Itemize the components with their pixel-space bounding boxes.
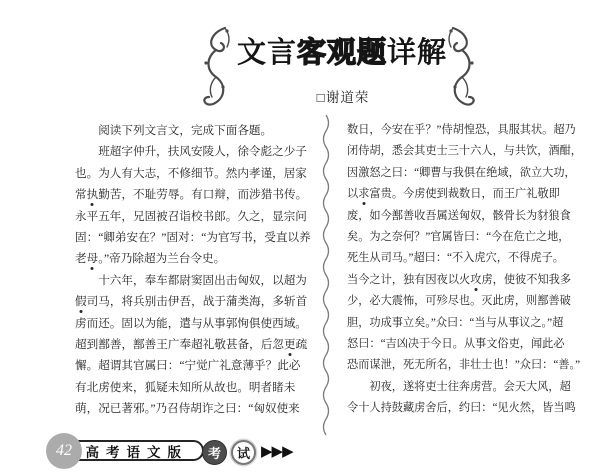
text-line: 虏而还。固以为能，遣与从事郭恂俱使西域。 xyxy=(75,316,307,330)
text-column-right xyxy=(347,120,585,419)
emphasized-char: 求 xyxy=(358,188,370,201)
text-line: 萌，况已著邪。”乃召侍胡诈之曰：“匈奴使来 xyxy=(75,402,300,416)
text-line: 班超字仲升，扶风安陵人，徐令彪之少子 xyxy=(75,145,307,159)
page-title xyxy=(237,30,447,71)
text-line: 常执勤苦，不耻劳辱。有口辩，而涉猎书传。 xyxy=(75,188,308,202)
text-line: 废，如今鄯善收吾属送匈奴，骸骨长为豺狼食 xyxy=(347,209,571,222)
text-line: 闭侍胡，悉会其吏士三十六人，与共饮，酒酣， xyxy=(347,145,582,158)
text-line: 初夜，遂将吏士往奔虏营。会天大风，超 xyxy=(347,380,571,393)
wavy-column-divider xyxy=(320,115,332,437)
text-line: 恐而谋泄，死无所名，非壮士也！”众曰：“善。” xyxy=(347,359,581,372)
brand-text: 高考语文版 xyxy=(85,444,188,460)
title-text-outlined: 客观题 xyxy=(297,37,388,69)
text-line: 因激怒之曰：“卿曹与我俱在绝域，欲立大功， xyxy=(347,166,576,179)
text-line: 以求富贵。今虏使到裁数日，而王广礼敬即 xyxy=(347,188,560,201)
emphasized-char: 假 xyxy=(75,295,87,309)
text-line: 懈。超谓其官属曰：“宁觉广礼意薄乎？此必 xyxy=(75,359,301,373)
exam-badge-kao: 考 xyxy=(202,440,227,465)
floral-ornament-left-icon xyxy=(197,24,237,110)
page-number-badge: 42 xyxy=(46,433,82,469)
text-line: 十六年，奉车都尉窦固出击匈奴，以超为 xyxy=(75,273,307,287)
title-text-solid-right: 详解 xyxy=(387,37,448,69)
text-line: 死生从司马。”超曰：“不入虎穴，不得虎子。 xyxy=(347,252,564,265)
triple-arrow-icon: ▶▶▶ xyxy=(261,442,293,460)
exam-badge-shi: 试 xyxy=(231,440,256,465)
emphasized-char: 母 xyxy=(86,252,99,266)
text-line: 超到鄯善，鄯善王广奉超礼敬甚备，后忽更疏 xyxy=(75,337,308,351)
text-line: 有北虏使来，狐疑未知所从故也。明者睹未 xyxy=(75,380,296,394)
text-column-left xyxy=(75,120,327,419)
text-line: 永平五年，兄固被召诣校书郎。久之，显宗问 xyxy=(75,209,307,223)
brand-pill xyxy=(64,440,204,461)
text-line: 阅读下列文言文，完成下面各题。 xyxy=(75,124,273,137)
text-line: 矣。为之奈何？”官属皆曰：“今在危亡之地， xyxy=(347,230,570,243)
text-line: 数日，今安在乎？”侍胡惶恐，具服其状。超乃 xyxy=(347,124,576,136)
emphasized-char: 执 xyxy=(86,188,99,202)
emphasized-char: 攻 xyxy=(470,273,482,286)
text-line: 当今之计，独有因夜以火攻虏，使彼不知我多 xyxy=(347,273,572,286)
emphasized-char: 更 xyxy=(283,337,296,351)
text-line: 怒曰：“吉凶决于今日。从事文俗吏，闻此必 xyxy=(347,337,565,350)
text-line: 胆，功成事立矣。”众曰：“当与从事议之。”超 xyxy=(347,316,564,329)
text-line: 固：“卿弟安在？”固对：“为官写书，受直以养 xyxy=(75,230,311,244)
text-line: 老母。”帝乃除超为兰台令史。 xyxy=(75,252,226,266)
text-line: 少，必大震怖，可殄尽也。灭此虏，则鄯善破 xyxy=(347,295,571,308)
text-line: 令十人持鼓藏虏舍后，约曰：“见火然，皆当鸣 xyxy=(347,402,576,415)
text-line: 也。为人有大志，不修细节。然内孝谨，居家 xyxy=(75,166,307,180)
title-text-solid-left: 文言 xyxy=(237,37,298,69)
text-line: 假司马，将兵别击伊吾，战于蒲类海，多斩首 xyxy=(75,295,308,309)
author-byline: □谢道荣 xyxy=(316,90,370,105)
